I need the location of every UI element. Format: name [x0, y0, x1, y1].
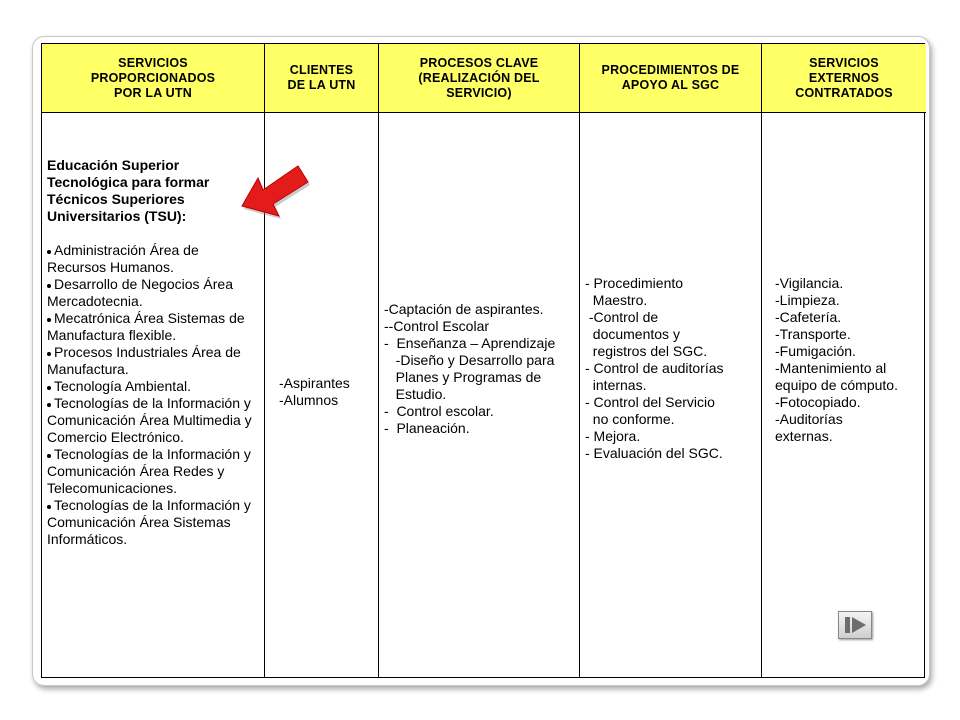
procedimiento-item: - Procedimiento [585, 274, 684, 291]
proceso-item: --Control Escolar [384, 318, 490, 334]
externo-item: -Fotocopiado. [775, 394, 861, 410]
proceso-item: - Enseñanza – Aprendizaje [384, 335, 556, 351]
externo-item: externas. [775, 428, 833, 444]
column-clientes [265, 44, 379, 677]
program-item: Administración Área de Recursos Humanos. [47, 242, 260, 276]
red-arrow-icon [238, 160, 310, 220]
procedimiento-item: - Control de auditorías [585, 359, 724, 376]
proceso-item: -Captación de aspirantes. [384, 301, 544, 317]
next-slide-button[interactable] [838, 611, 872, 639]
program-item: Mecatrónica Área Sistemas de Manufactura flexible. [47, 310, 260, 344]
header-procesos: PROCESOS CLAVE (REALIZACIÓN DEL SERVICIO) [379, 44, 579, 113]
externo-item: -Mantenimiento al [775, 360, 887, 376]
procedimiento-item: documentos y [585, 325, 680, 342]
column-procedimientos [580, 44, 762, 677]
procedimiento-item: -Control de [585, 308, 659, 325]
cell-procedimientos [580, 113, 761, 677]
proceso-item: Estudio. [384, 386, 447, 402]
procedimiento-item: registros del SGC. [585, 342, 708, 359]
externo-item: -Fumigación. [775, 343, 856, 359]
cell-procesos [379, 113, 579, 677]
proceso-item: Planes y Programas de [384, 369, 542, 385]
header-servicios: SERVICIOS PROPORCIONADOS POR LA UTN [42, 44, 264, 113]
procedimiento-item: Maestro. [585, 291, 648, 308]
proceso-item: - Planeación. [384, 420, 470, 436]
servicios-intro: Educación Superior Tecnológica para formar Técnicos Superiores Universitarios (TSU): [47, 157, 210, 224]
program-item: Tecnologías de la Información y Comunicación Área Redes y Telecomunicaciones. [47, 446, 260, 497]
program-item: Tecnología Ambiental. [47, 378, 260, 395]
externo-item: -Auditorías [775, 411, 843, 427]
program-list [47, 242, 260, 548]
proceso-item: - Control escolar. [384, 403, 494, 419]
header-externos: SERVICIOS EXTERNOS CONTRATADOS [762, 44, 926, 113]
cliente-item: -Alumnos [279, 392, 339, 408]
column-externos [762, 44, 926, 677]
next-slide-icon [844, 615, 868, 635]
externo-item: -Vigilancia. [775, 275, 844, 291]
program-item: Tecnologías de la Información y Comunicación Área Sistemas Informáticos. [47, 497, 260, 548]
externo-item: -Limpieza. [775, 292, 840, 308]
procedimiento-item: - Mejora. [585, 427, 641, 444]
externo-item: -Cafetería. [775, 309, 842, 325]
cliente-item: -Aspirantes [279, 375, 350, 391]
column-servicios [42, 44, 265, 677]
procedimiento-item: - Control del Servicio [585, 393, 715, 410]
program-item: Desarrollo de Negocios Área Mercadotecnia. [47, 276, 260, 310]
externo-item: equipo de cómputo. [775, 377, 898, 393]
procedimiento-item: internas. [585, 376, 647, 393]
proceso-item: -Diseño y Desarrollo para [384, 352, 555, 368]
externo-item: -Transporte. [775, 326, 851, 342]
procedimiento-item: no conforme. [585, 410, 675, 427]
cell-servicios [42, 113, 264, 677]
procedimiento-item: - Evaluación del SGC. [585, 444, 723, 461]
program-item: Tecnologías de la Información y Comunicación Área Multimedia y Comercio Electrónico. [47, 395, 260, 446]
header-clientes: CLIENTES DE LA UTN [265, 44, 378, 113]
cell-externos [762, 113, 926, 677]
sgc-table [41, 43, 925, 678]
column-procesos [379, 44, 580, 677]
program-item: Procesos Industriales Área de Manufactura. [47, 344, 260, 378]
header-procedimientos: PROCEDIMIENTOS DE APOYO AL SGC [580, 44, 761, 113]
